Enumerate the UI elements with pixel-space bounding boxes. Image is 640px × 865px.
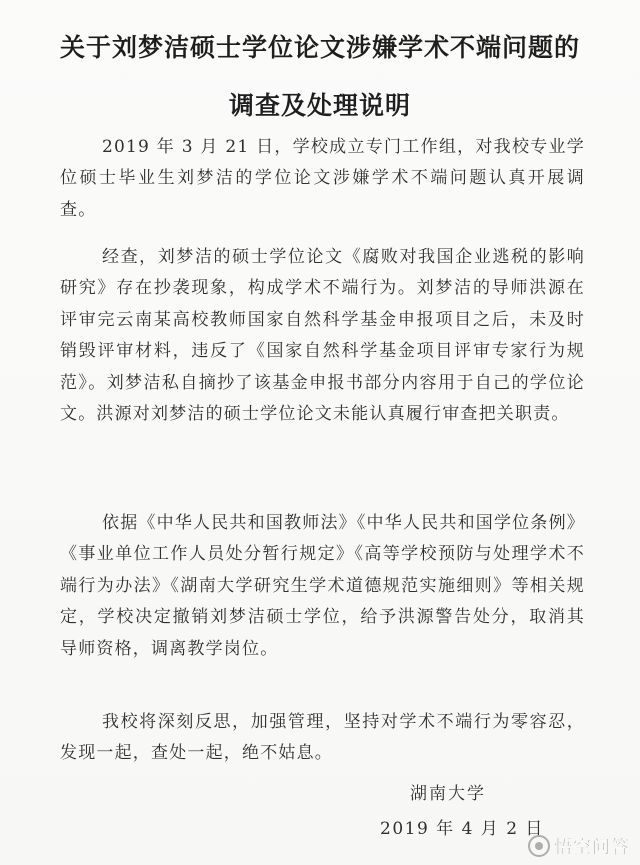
paragraph-3: 依据《中华人民共和国教师法》《中华人民共和国学位条例》《事业单位工作人员处分暂行规定》《高等学校预防与处理学术不端行为办法》《湖南大学研究生学术道德规范实施细则》等相关规定，学校决定撤销刘梦洁硕士学位，给予洪源警告处分，取消其导师资格，调离教学岗位。 [60,513,585,659]
watermark-text: 悟空问答 [554,837,630,858]
wukong-logo-icon [528,835,550,857]
paragraph-2: 经查，刘梦洁的硕士学位论文《腐败对我国企业逃税的影响研究》存在抄袭现象，构成学术不端行为。刘梦洁的导师洪源在评审完云南某高校教师国家自然科学基金申报项目之后，未及时销毁评审材料，违反了《国家自然科学基金项目评审专家行为规范》。刘梦洁私自摘抄了该基金申报书部分内容用于自己的学位论文。洪源对刘梦洁的硕士学位论文未能认真履行审查把关职责。 [60,247,585,425]
signature-date: 2019 年 4 月 2 日 [380,819,544,839]
document-title-line2: 调查及处理说明 [228,91,411,120]
watermark [528,833,630,859]
document-title-line1: 关于刘梦洁硕士学位论文涉嫌学术不端问题的 [59,33,580,62]
paragraph-4: 我校将深刻反思，加强管理，坚持对学术不端行为零容忍，发现一起，查处一起，绝不姑息。 [60,712,585,764]
signature-organization: 湖南大学 [410,784,486,804]
paragraph-1: 2019 年 3 月 21 日，学校成立专门工作组，对我校专业学位硕士毕业生刘梦洁的学位论文涉嫌学术不端问题认真开展调查。 [60,137,585,220]
